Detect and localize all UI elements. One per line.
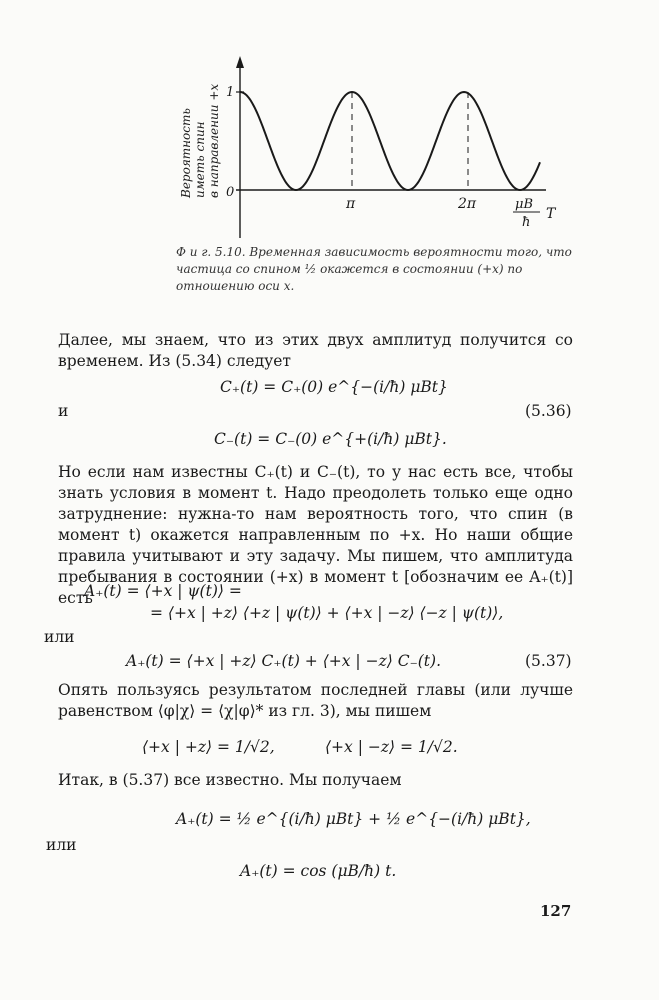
y-axis-label-line2: иметь спин [193, 121, 207, 198]
paragraph-4: Итак, в (5.37) все известно. Мы получаем [58, 771, 402, 789]
equation-5-37: A₊(t) = ⟨+x | +z⟩ C₊(t) + ⟨+x | −z⟩ C₋(t). [126, 652, 441, 670]
x-tick-label-pi: π [346, 196, 356, 212]
equation-inner-product-minus: ⟨+x | −z⟩ = 1/√2. [325, 738, 458, 756]
conjunction-or-1: или [44, 628, 75, 646]
figure-probability-plot [170, 48, 570, 248]
paragraph-1: Далее, мы знаем, что из этих двух амплитуд получится со временем. Из (5.34) следует [58, 331, 573, 370]
equation-5-36-line1: C₊(t) = C₊(0) e^{−(i/ħ) μBt} [220, 378, 448, 396]
y-axis-label-line3: в направлении +x [207, 83, 221, 198]
y-axis-label-line1: Вероятность [179, 108, 193, 198]
equation-amplitude-line2: = ⟨+x | +z⟩ ⟨+z | ψ(t)⟩ + ⟨+x | −z⟩ ⟨−z | ψ(t)⟩, [150, 604, 504, 622]
equation-number-5-36: (5.36) [525, 402, 572, 420]
y-axis-arrow [236, 56, 244, 68]
paragraph-2: Но если нам известны C₊(t) и C₋(t), то у нас есть все, чтобы знать условия в момент t. Надо преодолеть только еще одно затруднение: нужна-то нам вероятность того, что спин (в момент t) окажется направленным по +x. Но наши общие правила учитывают и эту задачу. Мы пишем, что амплитуда пребывания в состоянии (+x) в момент t [обозначим ее A₊(t)] есть [58, 463, 573, 607]
equation-amplitude-cos: A₊(t) = cos (μB/ħ) t. [240, 862, 397, 880]
equation-amplitude-sum: A₊(t) = ½ e^{(i/ħ) μBt} + ½ e^{−(i/ħ) μBt}, [176, 810, 531, 828]
x-axis-label-num: μB [515, 197, 534, 212]
conjunction-or-2: или [46, 836, 77, 854]
probability-plot-svg [170, 48, 570, 248]
equation-5-36-line2: C₋(t) = C₋(0) e^{+(i/ħ) μBt}. [214, 430, 447, 448]
x-tick-label-2pi: 2π [458, 196, 477, 212]
x-axis-label-var: T [546, 206, 556, 222]
y-tick-label-1: 1 [226, 85, 235, 100]
equation-inner-product-plus: ⟨+x | +z⟩ = 1/√2, [142, 738, 275, 756]
equation-number-5-37: (5.37) [525, 652, 572, 670]
page-number: 127 [540, 902, 572, 920]
conjunction-and: и [58, 402, 69, 420]
y-tick-label-0: 0 [226, 185, 235, 200]
figure-caption: Ф и г. 5.10. Временная зависимость вероятности того, что частица со спином ½ окажется в состоянии (+x) по отношению оси x. [176, 245, 572, 293]
equation-amplitude-line1: A₊(t) = ⟨+x | ψ(t)⟩ = [84, 582, 242, 600]
paragraph-3: Опять пользуясь результатом последней главы (или лучше равенством ⟨φ|χ⟩ = ⟨χ|φ⟩* из гл. 3), мы пишем [58, 681, 573, 720]
x-axis-label-den: ħ [522, 215, 531, 230]
probability-curve [240, 92, 540, 190]
